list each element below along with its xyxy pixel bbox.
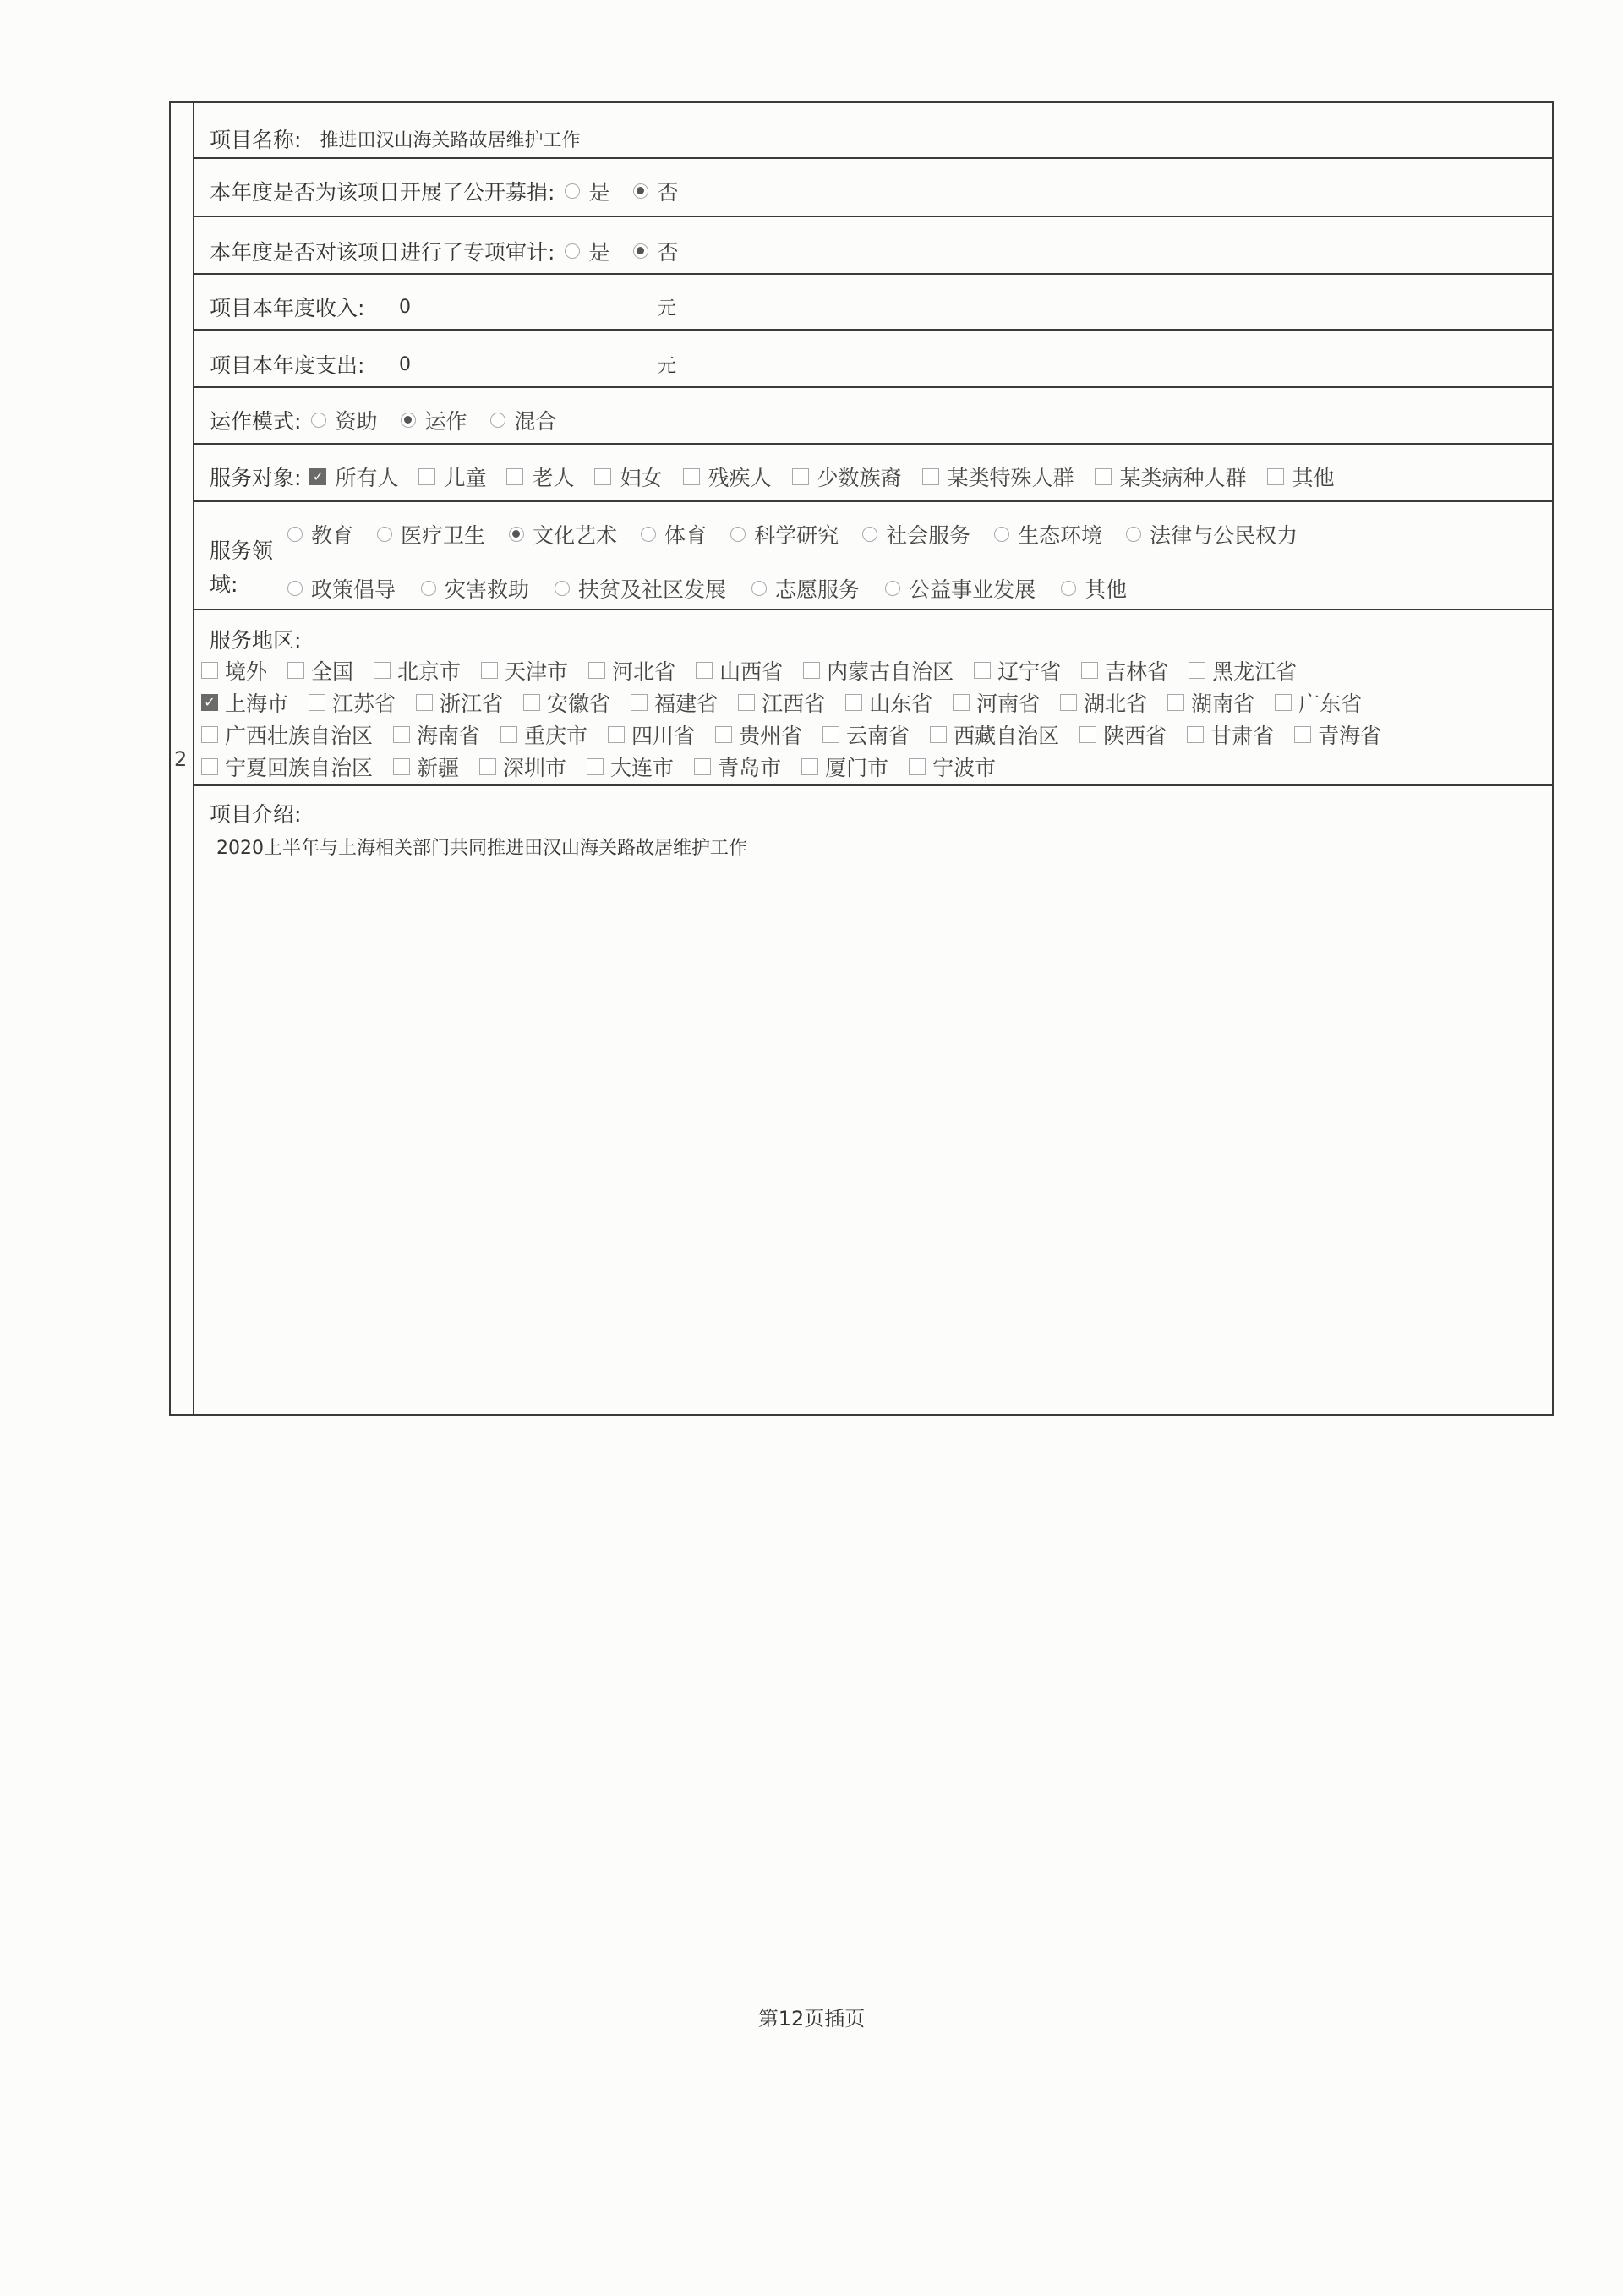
- checkbox-option[interactable]: [822, 719, 910, 750]
- mode-options: [311, 405, 580, 435]
- option-label: 其他: [1085, 577, 1128, 602]
- checkbox-empty-icon[interactable]: [738, 694, 755, 711]
- checkbox-empty-icon[interactable]: [506, 468, 523, 485]
- expense-unit: 元: [658, 355, 677, 377]
- option-label: 文化艺术: [533, 523, 618, 548]
- row-project-name: [194, 103, 1552, 159]
- checkbox-empty-icon[interactable]: [683, 468, 700, 485]
- option-label: 少数族裔: [817, 466, 902, 490]
- field-label-line1: 服务领: [210, 538, 274, 563]
- radio-option[interactable]: [509, 519, 617, 549]
- option-label: 青岛市: [718, 756, 782, 780]
- option-label: 体育: [664, 523, 708, 548]
- checkbox-option[interactable]: [418, 462, 486, 492]
- radio-empty-icon[interactable]: [287, 581, 303, 596]
- option-label: 贵州省: [739, 724, 803, 748]
- radio-empty-icon[interactable]: [862, 527, 877, 542]
- radio-selected-icon[interactable]: [401, 413, 416, 428]
- option-label: 广东省: [1298, 692, 1363, 716]
- radio-empty-icon[interactable]: [730, 527, 746, 542]
- checkbox-empty-icon[interactable]: [608, 726, 625, 743]
- area-options-row: [201, 719, 1402, 751]
- option-label: 上海市: [225, 692, 289, 716]
- target-label: 服务对象:: [210, 466, 302, 490]
- checkbox-empty-icon[interactable]: [479, 758, 496, 775]
- checkbox-empty-icon[interactable]: [801, 758, 818, 775]
- intro-value: 2020上半年与上海相关部门共同推进田汉山海关路故居维护工作: [216, 838, 747, 859]
- option-label: 否: [657, 240, 679, 265]
- checkbox-empty-icon[interactable]: [201, 758, 218, 775]
- mode-label: 运作模式:: [210, 409, 302, 434]
- project-name-label: 项目名称:: [210, 128, 302, 152]
- option-label: 公益事业发展: [909, 577, 1036, 602]
- checkbox-option[interactable]: [631, 687, 718, 718]
- checkbox-option[interactable]: [1275, 687, 1362, 718]
- row-field: [194, 502, 1552, 610]
- option-label: 运作: [424, 409, 467, 434]
- option-label: 残疾人: [708, 466, 772, 490]
- radio-option[interactable]: [994, 519, 1102, 549]
- checkbox-empty-icon[interactable]: [715, 726, 732, 743]
- income-value: 0: [399, 296, 411, 318]
- option-label: 海南省: [417, 724, 481, 748]
- row-target: [194, 445, 1552, 502]
- checkbox-option[interactable]: [1095, 462, 1247, 492]
- checkbox-checked-icon[interactable]: ✓: [201, 694, 218, 711]
- option-label: 某类特殊人群: [947, 466, 1074, 490]
- option-label: 内蒙古自治区: [827, 659, 954, 684]
- option-label: 政策倡导: [311, 577, 396, 602]
- checkbox-empty-icon[interactable]: [1079, 726, 1096, 743]
- checkbox-option[interactable]: [416, 687, 503, 718]
- radio-option[interactable]: [377, 519, 485, 549]
- option-label: 是: [588, 180, 610, 205]
- radio-selected-icon[interactable]: [633, 243, 648, 259]
- checkbox-option[interactable]: [792, 462, 902, 492]
- expense-label: 项目本年度支出:: [210, 353, 365, 378]
- radio-option[interactable]: [565, 236, 609, 266]
- option-label: 北京市: [397, 659, 462, 684]
- radio-option[interactable]: [862, 519, 970, 549]
- checkbox-option[interactable]: [506, 462, 574, 492]
- checkbox-option[interactable]: [587, 752, 674, 782]
- checkbox-option[interactable]: [696, 655, 783, 686]
- checkbox-empty-icon[interactable]: [792, 468, 809, 485]
- radio-option[interactable]: [885, 573, 1036, 604]
- option-label: 境外: [225, 659, 268, 684]
- option-label: 宁波市: [932, 756, 997, 780]
- checkbox-empty-icon[interactable]: [822, 726, 839, 743]
- page-footer: 第12页插页: [757, 2007, 866, 2031]
- radio-option[interactable]: [633, 176, 678, 206]
- radio-option[interactable]: [287, 519, 353, 549]
- option-label: 某类病种人群: [1119, 466, 1247, 490]
- option-label: 四川省: [631, 724, 696, 748]
- row-mode: [194, 388, 1552, 445]
- option-label: 扶贫及社区发展: [578, 577, 727, 602]
- checkbox-empty-icon[interactable]: [374, 662, 391, 679]
- option-label: 所有人: [335, 466, 399, 490]
- radio-empty-icon[interactable]: [555, 581, 570, 596]
- option-label: 妇女: [620, 466, 663, 490]
- option-label: 宁夏回族自治区: [225, 756, 374, 780]
- checkbox-empty-icon[interactable]: [1187, 726, 1204, 743]
- radio-empty-icon[interactable]: [565, 243, 580, 259]
- checkbox-option[interactable]: [922, 462, 1074, 492]
- area-options-row: [201, 686, 1402, 719]
- radio-option[interactable]: [633, 236, 678, 266]
- radio-option[interactable]: [730, 519, 839, 549]
- project-name-value: 推进田汉山海关路故居维护工作: [320, 129, 581, 151]
- option-label: 陕西省: [1103, 724, 1167, 748]
- radio-option[interactable]: [1061, 573, 1127, 604]
- radio-option[interactable]: [421, 573, 529, 604]
- checkbox-option[interactable]: [1187, 719, 1274, 750]
- checkbox-option[interactable]: [1189, 655, 1297, 686]
- radio-empty-icon[interactable]: [311, 413, 326, 428]
- checkbox-empty-icon[interactable]: [696, 662, 713, 679]
- option-label: 青海省: [1318, 724, 1382, 748]
- option-label: 深圳市: [503, 756, 567, 780]
- checkbox-empty-icon[interactable]: [588, 662, 605, 679]
- radio-option[interactable]: [565, 176, 609, 206]
- checkbox-option[interactable]: [393, 752, 459, 782]
- area-options-row: [201, 751, 1402, 783]
- option-label: 江西省: [762, 692, 826, 716]
- checkbox-empty-icon[interactable]: [1081, 662, 1098, 679]
- option-label: 浙江省: [440, 692, 504, 716]
- checkbox-option[interactable]: [594, 462, 662, 492]
- option-label: 河南省: [976, 692, 1041, 716]
- radio-option[interactable]: [555, 573, 726, 604]
- radio-empty-icon[interactable]: [565, 183, 580, 199]
- checkbox-option[interactable]: [1079, 719, 1167, 750]
- option-label: 教育: [311, 523, 354, 548]
- checkbox-empty-icon[interactable]: [1060, 694, 1077, 711]
- option-label: 儿童: [444, 466, 487, 490]
- option-label: 甘肃省: [1210, 724, 1275, 748]
- option-label: 医疗卫生: [401, 523, 486, 548]
- checkbox-option[interactable]: [523, 687, 610, 718]
- checkbox-option[interactable]: [481, 655, 568, 686]
- radio-empty-icon[interactable]: [641, 527, 656, 542]
- checkbox-option[interactable]: [1081, 655, 1168, 686]
- option-label: 福建省: [654, 692, 719, 716]
- checkbox-option[interactable]: [801, 752, 888, 782]
- checkbox-empty-icon[interactable]: [930, 726, 947, 743]
- checkbox-empty-icon[interactable]: [631, 694, 648, 711]
- checkbox-empty-icon[interactable]: [287, 662, 304, 679]
- checkbox-option[interactable]: [201, 687, 288, 718]
- checkbox-empty-icon[interactable]: [922, 468, 939, 485]
- checkbox-empty-icon[interactable]: [694, 758, 711, 775]
- option-label: 广西壮族自治区: [225, 724, 374, 748]
- option-label: 志愿服务: [775, 577, 861, 602]
- option-label: 资助: [335, 409, 378, 434]
- radio-empty-icon[interactable]: [421, 581, 436, 596]
- option-label: 湖南省: [1191, 692, 1255, 716]
- checkbox-option[interactable]: [588, 655, 675, 686]
- option-label: 大连市: [610, 756, 675, 780]
- option-label: 灾害救助: [445, 577, 530, 602]
- checkbox-option[interactable]: [1060, 687, 1147, 718]
- option-label: 黑龙江省: [1212, 659, 1298, 684]
- option-label: 山东省: [869, 692, 933, 716]
- row-area: [194, 610, 1552, 786]
- field-options-row2: [287, 573, 1152, 604]
- checkbox-checked-icon[interactable]: ✓: [309, 468, 326, 485]
- checkbox-option[interactable]: [974, 655, 1061, 686]
- option-label: 是: [588, 240, 610, 265]
- checkbox-option[interactable]: [930, 719, 1059, 750]
- option-label: 厦门市: [825, 756, 889, 780]
- checkbox-option[interactable]: [201, 752, 373, 782]
- checkbox-empty-icon[interactable]: [1267, 468, 1284, 485]
- checkbox-empty-icon[interactable]: [201, 662, 218, 679]
- option-label: 法律与公民权力: [1150, 523, 1298, 548]
- checkbox-option[interactable]: [953, 687, 1040, 718]
- radio-empty-icon[interactable]: [377, 527, 392, 542]
- audit-label: 本年度是否对该项目进行了专项审计:: [210, 240, 555, 265]
- option-label: 全国: [311, 659, 354, 684]
- radio-empty-icon[interactable]: [994, 527, 1009, 542]
- project-index: 2: [174, 747, 188, 771]
- row-intro: [194, 786, 1552, 1416]
- checkbox-option[interactable]: [201, 719, 373, 750]
- checkbox-empty-icon[interactable]: [393, 726, 410, 743]
- field-options-row1: [287, 519, 1321, 549]
- intro-label: 项目介绍:: [210, 802, 302, 827]
- index-column: [171, 103, 194, 1414]
- checkbox-empty-icon[interactable]: [500, 726, 517, 743]
- checkbox-empty-icon[interactable]: [481, 662, 498, 679]
- field-label-line2: 域:: [210, 572, 238, 597]
- option-label: 老人: [532, 466, 575, 490]
- option-label: 山西省: [719, 659, 784, 684]
- income-label: 项目本年度收入:: [210, 296, 365, 320]
- checkbox-option[interactable]: [909, 752, 996, 782]
- option-label: 云南省: [846, 724, 910, 748]
- checkbox-option[interactable]: [201, 655, 267, 686]
- checkbox-option[interactable]: [287, 655, 353, 686]
- checkbox-empty-icon[interactable]: [1275, 694, 1292, 711]
- radio-empty-icon[interactable]: [490, 413, 505, 428]
- radio-selected-icon[interactable]: [633, 183, 648, 199]
- option-label: 天津市: [505, 659, 569, 684]
- checkbox-option[interactable]: [500, 719, 587, 750]
- project-table: [169, 101, 1554, 1416]
- area-options-row: [201, 654, 1402, 686]
- checkbox-option[interactable]: [374, 655, 461, 686]
- radio-option[interactable]: [641, 519, 707, 549]
- option-label: 混合: [514, 409, 557, 434]
- checkbox-empty-icon[interactable]: [803, 662, 820, 679]
- checkbox-option[interactable]: [803, 655, 954, 686]
- area-label: 服务地区:: [210, 628, 302, 653]
- checkbox-empty-icon[interactable]: [201, 726, 218, 743]
- checkbox-option[interactable]: [309, 462, 398, 492]
- checkbox-empty-icon[interactable]: [845, 694, 862, 711]
- row-expense: [194, 331, 1552, 388]
- option-label: 其他: [1292, 466, 1335, 490]
- checkbox-option[interactable]: [715, 719, 802, 750]
- checkbox-option[interactable]: [694, 752, 781, 782]
- option-label: 西藏自治区: [954, 724, 1060, 748]
- audit-options: [565, 236, 702, 266]
- checkbox-empty-icon[interactable]: [1167, 694, 1184, 711]
- area-options: [201, 654, 1402, 783]
- expense-value: 0: [399, 353, 411, 375]
- target-options: [309, 462, 1354, 492]
- checkbox-empty-icon[interactable]: [1095, 468, 1112, 485]
- checkbox-empty-icon[interactable]: [909, 758, 926, 775]
- checkbox-empty-icon[interactable]: [309, 694, 325, 711]
- radio-option[interactable]: [751, 573, 860, 604]
- option-label: 辽宁省: [997, 659, 1062, 684]
- checkbox-option[interactable]: [683, 462, 772, 492]
- option-label: 重庆市: [524, 724, 588, 748]
- radio-empty-icon[interactable]: [1126, 527, 1141, 542]
- option-label: 科学研究: [754, 523, 839, 548]
- option-label: 生态环境: [1018, 523, 1103, 548]
- checkbox-option[interactable]: [309, 687, 396, 718]
- radio-option[interactable]: [401, 405, 467, 435]
- checkbox-empty-icon[interactable]: [1294, 726, 1311, 743]
- checkbox-empty-icon[interactable]: [953, 694, 970, 711]
- row-audit: [194, 217, 1552, 275]
- radio-option[interactable]: [287, 573, 396, 604]
- checkbox-option[interactable]: [738, 687, 825, 718]
- radio-option[interactable]: [490, 405, 556, 435]
- option-label: 安徽省: [547, 692, 611, 716]
- radio-empty-icon[interactable]: [885, 581, 900, 596]
- checkbox-option[interactable]: [1267, 462, 1335, 492]
- income-unit: 元: [658, 298, 677, 320]
- checkbox-option[interactable]: [608, 719, 695, 750]
- radio-empty-icon[interactable]: [751, 581, 767, 596]
- option-label: 江苏省: [332, 692, 396, 716]
- checkbox-option[interactable]: [1167, 687, 1254, 718]
- checkbox-option[interactable]: [393, 719, 480, 750]
- checkbox-empty-icon[interactable]: [1189, 662, 1205, 679]
- radio-option[interactable]: [1126, 519, 1298, 549]
- radio-empty-icon[interactable]: [287, 527, 303, 542]
- option-label: 社会服务: [886, 523, 971, 548]
- checkbox-empty-icon[interactable]: [418, 468, 435, 485]
- option-label: 否: [657, 180, 679, 205]
- option-label: 吉林省: [1105, 659, 1169, 684]
- row-income: [194, 275, 1552, 331]
- fundraising-label: 本年度是否为该项目开展了公开募捐:: [210, 180, 555, 205]
- radio-option[interactable]: [311, 405, 377, 435]
- row-fundraising: [194, 159, 1552, 217]
- radio-empty-icon[interactable]: [1061, 581, 1076, 596]
- checkbox-empty-icon[interactable]: [974, 662, 991, 679]
- checkbox-empty-icon[interactable]: [393, 758, 410, 775]
- option-label: 新疆: [417, 756, 460, 780]
- checkbox-empty-icon[interactable]: [523, 694, 540, 711]
- checkbox-empty-icon[interactable]: [594, 468, 611, 485]
- radio-selected-icon[interactable]: [509, 527, 524, 542]
- checkbox-empty-icon[interactable]: [416, 694, 433, 711]
- option-label: 湖北省: [1084, 692, 1148, 716]
- fundraising-options: [565, 176, 702, 206]
- checkbox-empty-icon[interactable]: [587, 758, 604, 775]
- checkbox-option[interactable]: [845, 687, 932, 718]
- checkbox-option[interactable]: [479, 752, 566, 782]
- checkbox-option[interactable]: [1294, 719, 1381, 750]
- option-label: 河北省: [612, 659, 676, 684]
